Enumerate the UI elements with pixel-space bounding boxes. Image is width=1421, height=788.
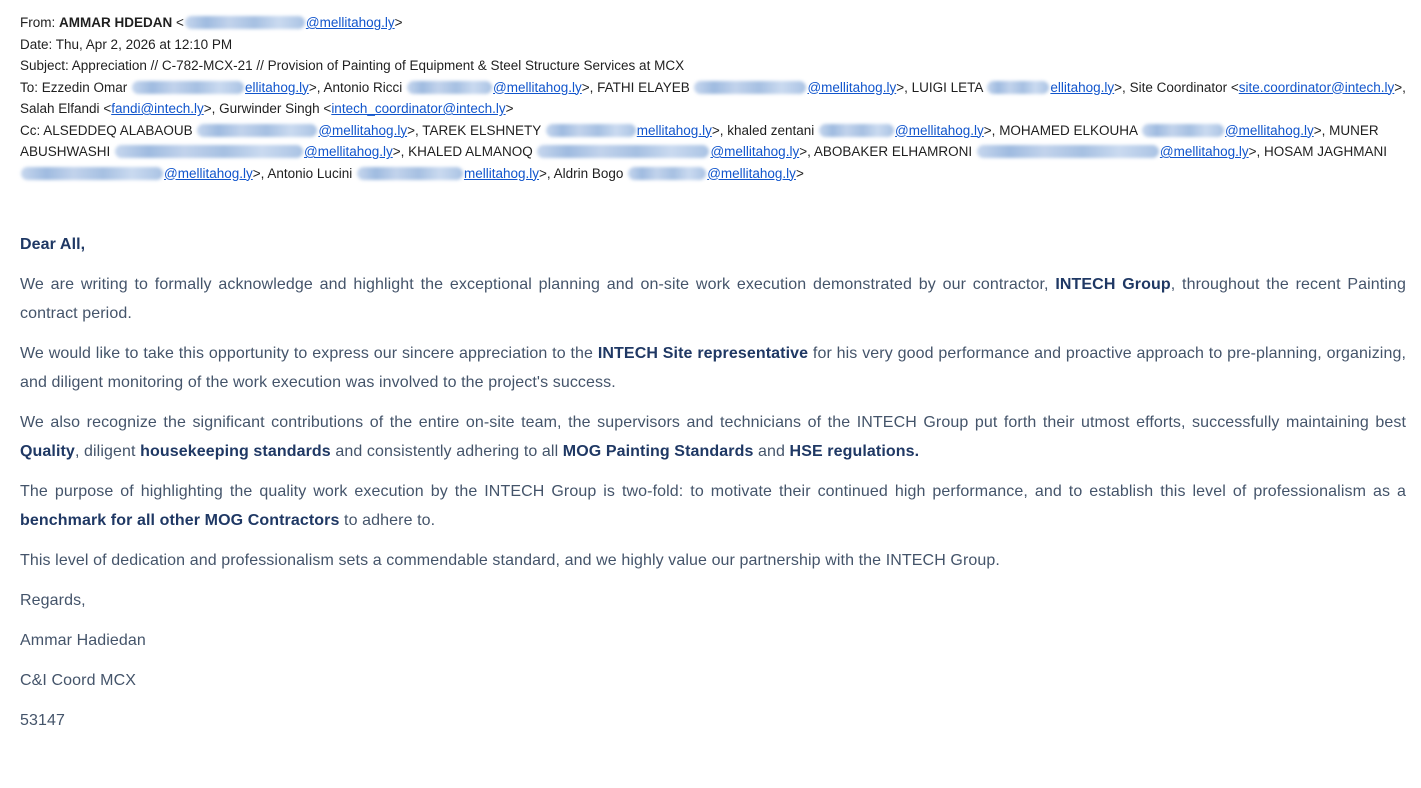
email-link[interactable]: site.coordinator@intech.ly [1238,79,1395,95]
redacted-email [819,124,894,137]
recipient [422,123,727,138]
recipient [999,123,1329,138]
from-email-link[interactable]: @mellitahog.ly [305,15,395,30]
email-link[interactable]: mellitahog.ly [463,165,539,181]
recipient-name: ALSEDDEQ ALABAOUB [43,122,197,138]
email-link[interactable]: @mellitahog.ly [1159,144,1249,159]
separator: >, [203,101,220,116]
separator: >, [539,165,554,181]
subject-label: Subject: [20,58,72,73]
text-run: This level of dedication and professionalism sets a commendable standard, and we highly value our partnership with the INTECH Group. [20,552,1000,569]
redacted-email [987,81,1049,94]
recipient [727,123,999,138]
email-body [20,230,1406,735]
recipient [42,80,324,95]
signature-number: 53147 [20,712,65,729]
salutation-line [20,230,1406,259]
separator: >, [1394,79,1406,95]
cc-label: Cc: [20,122,44,138]
text-run: We also recognize the significant contributions of the entire on-site team, the supervisors and technicians of the INTECH Group put forth their utmost efforts, successfully maintaining best [20,414,1406,431]
recipient [219,101,513,116]
email-headers [20,12,1406,184]
separator: >, [252,165,268,181]
separator: >, [896,79,912,95]
bracket-open: < [1230,79,1239,95]
email-link[interactable]: @mellitahog.ly [895,122,984,138]
text-run: for his very good performance and proactive approach to pre-planning, organizing, and diligent monitoring of the work execution was involved to the project's success. [20,345,1406,391]
redacted-email [132,81,244,94]
recipient-name: MOHAMED ELKOUHA [999,122,1141,138]
email-link[interactable]: @mellitahog.ly [1224,122,1314,138]
recipient-name: LUIGI LETA [911,79,987,95]
recipient [267,166,553,181]
recipient-name: Gurwinder Singh [219,101,324,116]
separator: >, [983,122,1000,138]
text-run: The purpose of highlighting the quality work execution by the INTECH Group is two-fold: to motivate their continued high performance, and to establish this level of professionalism as a [20,483,1406,500]
signature-title-line [20,666,1406,695]
separator: >, [392,144,409,159]
redacted-email [115,145,303,158]
recipient [597,80,911,95]
from-bracket-close: > [394,15,403,30]
redacted-email [977,145,1159,158]
recipient-name: khaled zentani [727,122,819,138]
email-link[interactable]: @mellitahog.ly [710,144,800,159]
separator: >, [308,79,324,95]
recipient-name: KHALED ALMANOQ [408,144,537,159]
text-run-bold: housekeeping standards [140,443,331,460]
redacted-email [197,124,317,137]
email-link[interactable]: ellitahog.ly [1050,79,1115,95]
signature-name: Ammar Hadiedan [20,632,146,649]
recipient [323,80,597,95]
date-value: Thu, Apr 2, 2026 at 12:10 PM [55,36,233,52]
redacted-email [21,167,163,180]
separator: >, [1313,122,1330,138]
recipient [814,144,1264,159]
recipient-name: Aldrin Bogo [553,165,628,181]
text-run: and [753,443,790,460]
signature-name-line [20,626,1406,655]
recipient-name: Antonio Ricci [323,79,407,95]
text-run-bold: INTECH Site representative [597,345,809,362]
recipient [20,101,219,116]
recipient-name: Salah Elfandi [20,101,104,116]
signature-title: C&I Coord MCX [20,672,136,689]
recipient [43,123,422,138]
redacted-email [628,167,706,180]
recipient [408,144,814,159]
redacted-email [185,16,305,29]
separator: >, [711,122,728,138]
paragraph-1 [20,270,1406,328]
recipient-name: MUNER ABUSHWASHI [20,122,1379,159]
paragraph-3 [20,408,1406,466]
text-run-bold: Quality [20,443,75,460]
separator: >, [799,144,814,159]
recipient-name: TAREK ELSHNETY [422,122,545,138]
email-link[interactable]: fandi@intech.ly [111,101,204,116]
separator: > [795,165,804,181]
text-run-bold: MOG Painting Standards [562,443,754,460]
text-run: , throughout the recent Painting contract period. [20,276,1406,322]
redacted-email [546,124,636,137]
email-link[interactable]: @mellitahog.ly [318,122,408,138]
redacted-email [407,81,492,94]
recipient-name: HOSAM JAGHMANI [1264,144,1388,159]
recipient-name: Antonio Lucini [267,165,356,181]
header-from-line [20,12,1406,34]
email-link[interactable]: @mellitahog.ly [304,144,393,159]
recipient-name: Site Coordinator [1129,79,1231,95]
recipient [912,80,1130,95]
email-link[interactable]: @mellitahog.ly [493,79,582,95]
from-name: AMMAR HDEDAN [59,15,173,30]
subject-value: Appreciation // C-782-MCX-21 // Provision of Painting of Equipment & Steel Structure Services at MCX [71,58,685,73]
paragraph-2 [20,339,1406,397]
redacted-email [537,145,709,158]
email-link[interactable]: mellitahog.ly [636,122,712,138]
email-link[interactable]: @mellitahog.ly [707,165,796,181]
date-label: Date: [20,36,56,52]
redacted-email [694,81,806,94]
separator: >, [407,122,423,138]
recipient-name: ABOBAKER ELHAMRONI [813,144,976,159]
email-link[interactable]: @mellitahog.ly [164,165,253,181]
to-label: To: [20,79,42,95]
header-subject-line [20,55,1406,77]
email-link[interactable]: @mellitahog.ly [807,79,897,95]
email-link[interactable]: intech_coordinator@intech.ly [331,101,506,116]
separator: > [505,101,514,116]
bracket-open: < [103,101,112,116]
redacted-email [1142,124,1224,137]
email-link[interactable]: ellitahog.ly [245,79,309,95]
recipient [1130,80,1406,95]
paragraph-4 [20,477,1406,535]
text-run-bold: HSE regulations. [789,443,920,460]
closing-line [20,586,1406,615]
closing: Regards, [20,592,86,609]
salutation: Dear All, [20,236,86,253]
text-run: to adhere to. [339,512,436,529]
separator: >, [1248,144,1265,159]
text-run-bold: benchmark for all other MOG Contractors [20,512,340,529]
text-run: , diligent [74,443,141,460]
bracket-open: < [323,101,332,116]
text-run-bold: INTECH Group [1055,276,1171,293]
header-cc-line [20,120,1406,185]
text-run: We would like to take this opportunity to express our sincere appreciation to the [20,345,598,362]
separator: >, [1114,79,1130,95]
text-run: We are writing to formally acknowledge and highlight the exceptional planning and on-site work execution demonstrated by our contractor, [20,276,1056,293]
recipient [554,166,804,181]
redacted-email [357,167,463,180]
recipient-name: FATHI ELAYEB [597,79,694,95]
text-run: and consistently adhering to all [330,443,563,460]
paragraph-5 [20,546,1406,575]
from-label: From: [20,15,59,30]
from-bracket-open: < [172,15,184,30]
signature-number-line [20,706,1406,735]
header-date-line [20,34,1406,56]
separator: >, [581,79,598,95]
recipient-name: Ezzedin Omar [41,79,132,95]
header-to-line [20,77,1406,120]
